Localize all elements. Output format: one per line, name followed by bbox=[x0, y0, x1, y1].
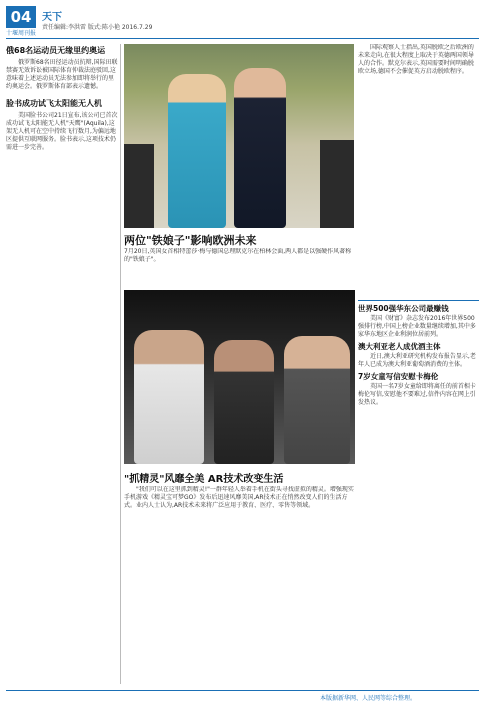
page-number: 04 bbox=[6, 6, 36, 28]
feature-photo bbox=[124, 290, 355, 464]
person-right bbox=[284, 336, 350, 464]
feature-body-text: "我们可以在这里抓到精灵!"一群年轻人举着手机在街头寻找虚拟的精灵。增强现实手机游戏《精灵宝可梦GO》发布后迅速风靡美国,AR技术正在悄然改变人们的生活方式。业内人士认为,AR技术未来将广泛应用于教育、医疗、零售等领域。 bbox=[124, 486, 354, 509]
story1-body: 俄罗斯68名田径运动员抗辩,国际田联禁赛无效诉讼被国际体育仲裁法庭驳回,这意味着上述运动员无法参加即将举行的里约奥运会。俄罗斯体育部表示遗憾。 bbox=[6, 59, 118, 90]
header-rule bbox=[6, 38, 479, 39]
feature-body bbox=[124, 486, 355, 682]
photo-caption: 7月20日,英国女首相特蕾莎·梅与德国总理默克尔在柏林会面,两人都是以强硬作风著称的"铁娘子"。 bbox=[124, 248, 352, 263]
main-photo bbox=[124, 44, 354, 228]
background-guard bbox=[124, 144, 154, 228]
story2-title: 脸书成功试飞太阳能无人机 bbox=[6, 99, 102, 108]
brief-title: 世界500强华东公司最赚钱 bbox=[358, 304, 449, 313]
person-left bbox=[168, 74, 226, 228]
background-guard bbox=[320, 140, 354, 228]
brief-body: 美国《财富》杂志发布2016年世界500强排行榜,中国上榜企业数量继续增加,其中多家华东地区企业利润位居前列。 bbox=[358, 315, 476, 338]
brief-body: 英国一名7岁女童给即将离任的前首相卡梅伦写信,安慰他不要难过,信件内容在网上引发热议。 bbox=[358, 383, 476, 406]
news-briefs bbox=[358, 300, 479, 689]
right-body: 国际观察人士指出,英国脱欧之后欧洲的未来走向,在很大程度上取决于英德两国领导人的合作。默克尔表示,英国需要时间明确脱欧立场,德国不会催促英方启动脱欧程序。 bbox=[358, 44, 474, 75]
column-divider bbox=[120, 44, 121, 684]
person-right bbox=[234, 68, 286, 228]
brief-title: 7岁女童写信安慰卡梅伦 bbox=[358, 372, 439, 381]
brief-title: 澳大利亚老人成优酒主体 bbox=[358, 342, 441, 351]
story1-title: 俄68名运动员无缘里约奥运 bbox=[6, 46, 106, 55]
footer-note: 本版据新华网、人民网等综合整理。 bbox=[320, 695, 417, 702]
section-title: 天下 bbox=[42, 12, 62, 23]
brief-body: 近日,澳大利亚研究机构发布报告显示,老年人已成为澳大利亚葡萄酒消费的主体。 bbox=[358, 353, 476, 368]
left-column bbox=[6, 44, 118, 684]
person-middle bbox=[214, 340, 274, 464]
right-column bbox=[358, 44, 479, 294]
person-left bbox=[134, 330, 204, 464]
feature-headline: "抓精灵"风靡全美 AR技术改变生活 bbox=[124, 474, 284, 485]
story2-body: 美国脸书公司21日宣布,该公司已首次成功试飞太阳能无人机"天鹰"(Aquila),这架无人机可在空中持续飞行数月,为偏远地区提供互联网服务。脸书表示,这项技术仍需进一步完善。 bbox=[6, 112, 118, 151]
paper-name: 十堰周刊报 bbox=[6, 30, 37, 37]
editor-meta: 责任编辑:李洪雷 版式:陈小艳 2016.7.29 bbox=[42, 24, 153, 31]
footer-rule bbox=[6, 690, 479, 691]
photo-headline: 两位"铁娘子"影响欧洲未来 bbox=[124, 234, 257, 247]
page-header bbox=[0, 0, 485, 40]
